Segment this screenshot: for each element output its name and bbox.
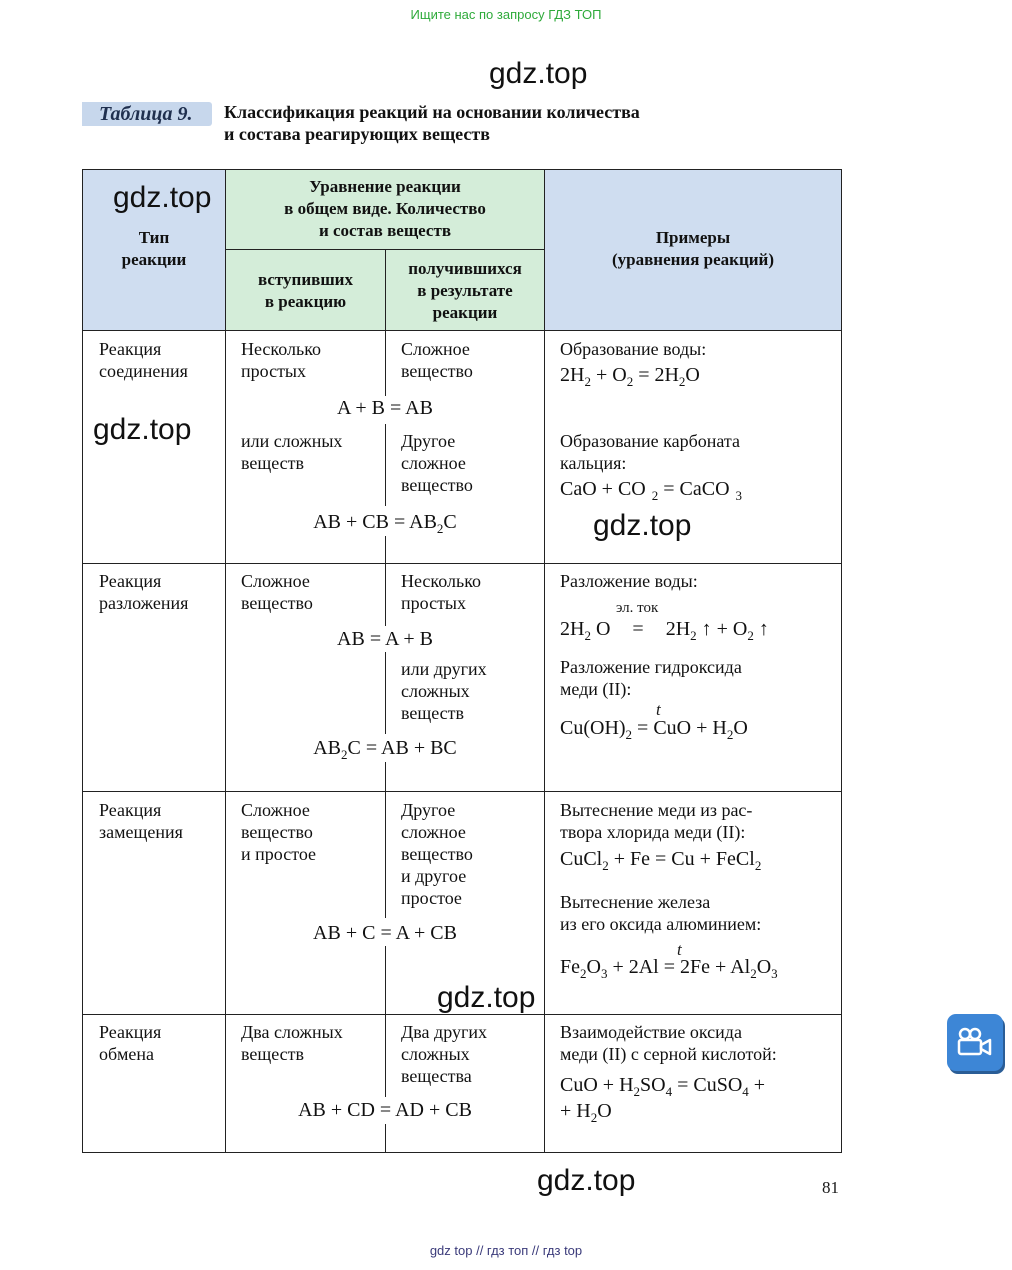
- cell-line: Разложение гидроксида: [560, 657, 742, 677]
- cell-line: вещество: [241, 822, 313, 842]
- watermark: gdz.top: [93, 413, 192, 446]
- column-divider: [385, 1124, 386, 1152]
- entered-substances: [241, 338, 321, 382]
- column-divider: [385, 331, 386, 396]
- equation-part: AB + CB = AB: [313, 511, 437, 533]
- cell-line: Два других: [401, 1022, 487, 1042]
- example-title: [560, 430, 740, 474]
- header-equation-line: и состав веществ: [318, 221, 452, 240]
- general-equation: [226, 510, 544, 534]
- cell-line: сложное: [401, 453, 466, 473]
- row-divider: [83, 330, 841, 331]
- column-divider: [385, 424, 386, 506]
- example-title: [560, 799, 752, 843]
- cell-line: Реакция: [99, 1022, 162, 1042]
- column-divider: [385, 536, 386, 563]
- cell-line: Реакция: [99, 339, 162, 359]
- cell-line: кальция:: [560, 453, 627, 473]
- header-obtained-line: получившихся: [408, 259, 522, 278]
- reaction-condition: t: [677, 940, 682, 959]
- cell-line: Сложное: [241, 571, 310, 591]
- row-divider: [83, 791, 841, 792]
- row-type-exchange: [99, 1021, 161, 1065]
- general-equation: AB + C = A + CB: [313, 922, 457, 944]
- cell-line: обмена: [99, 1044, 154, 1064]
- cell-line: Вытеснение меди из рас-: [560, 800, 753, 820]
- cell-line: Сложное: [401, 339, 470, 359]
- header-type-line: реакции: [121, 250, 187, 269]
- cell-line: сложных: [401, 1044, 470, 1064]
- video-button[interactable]: [947, 1014, 1003, 1071]
- example-title: [560, 891, 761, 935]
- header-equation: [226, 176, 544, 242]
- obtained-substances: [401, 658, 487, 724]
- row-type-combination: [99, 338, 188, 382]
- entered-substances: [241, 570, 313, 614]
- cell-line: Несколько: [241, 339, 322, 359]
- header-type: [83, 227, 225, 271]
- header-examples-line: Примеры: [655, 228, 731, 247]
- obtained-substances: [401, 799, 473, 909]
- cell-line: замещения: [99, 822, 183, 842]
- cell-line: Вытеснение железа: [560, 892, 711, 912]
- column-divider: [225, 170, 226, 1152]
- header-examples: [545, 227, 841, 271]
- example-equation: CaO + CO $_2$ = CaCO $_3$: [560, 478, 743, 503]
- cell-line: меди (II):: [560, 679, 632, 699]
- column-divider: [385, 762, 386, 791]
- cell-line: и другое: [401, 866, 467, 886]
- cell-line: Несколько: [401, 571, 482, 591]
- cell-line: вещество: [241, 593, 313, 613]
- obtained-substances: [401, 570, 481, 614]
- column-divider: [385, 946, 386, 1014]
- watermark: gdz.top: [113, 181, 212, 214]
- cell-line: Взаимодействие оксида: [560, 1022, 742, 1042]
- watermark: gdz.top: [593, 509, 692, 542]
- watermark: gdz.top: [437, 981, 536, 1014]
- row-divider: [83, 563, 841, 564]
- header-equation-line: Уравнение реакции: [309, 177, 461, 196]
- entered-substances: [241, 799, 316, 865]
- equation-subscript: 2: [341, 747, 348, 762]
- obtained-substances: [401, 338, 473, 382]
- example-equation: + $H_2O$: [560, 1100, 612, 1125]
- cell-line: Реакция: [99, 571, 162, 591]
- cell-line: веществ: [241, 453, 305, 473]
- entered-substances: [241, 1021, 343, 1065]
- cell-line: твора хлорида меди (II):: [560, 822, 746, 842]
- general-equation: [226, 736, 544, 760]
- cell-line: вещество: [401, 361, 473, 381]
- general-equation: A + B = AB: [337, 397, 433, 419]
- cell-line: вещество: [401, 475, 473, 495]
- bottom-links[interactable]: gdz top // гдз топ // гдз top: [429, 1243, 583, 1258]
- cell-line: простых: [241, 361, 307, 381]
- column-divider: [385, 792, 386, 918]
- row-type-substitution: [99, 799, 183, 843]
- header-entered: [226, 269, 385, 313]
- example-equation: CuCl$_2$ + Fe = Cu + FeCl$_2$: [560, 848, 762, 873]
- cell-line: из его оксида алюминием:: [560, 914, 762, 934]
- top-search-banner[interactable]: Ищите нас по запросу ГДЗ ТОП: [410, 7, 602, 22]
- header-obtained: [386, 258, 544, 324]
- video-camera-icon: [956, 1026, 994, 1058]
- equation-part: AB: [313, 737, 342, 759]
- cell-line: сложное: [401, 822, 466, 842]
- cell-line: Реакция: [99, 800, 162, 820]
- example-equation: $2H_2$ $O = 2H_2$ ↑ + $O_2$ ↑: [560, 618, 769, 643]
- cell-line: соединения: [99, 361, 188, 381]
- cell-line: и простое: [241, 844, 317, 864]
- equation-part: C = AB + BC: [347, 737, 457, 759]
- cell-line: Образование карбоната: [560, 431, 741, 451]
- header-type-line: Тип: [138, 228, 170, 247]
- header-examples-line: (уравнения реакций): [611, 250, 774, 269]
- reaction-condition: t: [656, 700, 661, 719]
- general-equation: AB + CD = AD + CB: [298, 1099, 472, 1121]
- cell-line: Два сложных: [241, 1022, 343, 1042]
- header-obtained-line: реакции: [432, 303, 498, 322]
- column-divider: [385, 1015, 386, 1097]
- table-title-line: Классификация реакций на основании количества: [224, 102, 640, 122]
- cell-line: или сложных: [241, 431, 343, 451]
- header-obtained-line: в результате: [417, 281, 513, 300]
- example-title: [560, 656, 742, 700]
- cell-line: веществ: [401, 703, 465, 723]
- header-equation-line: в общем виде. Количество: [284, 199, 486, 218]
- equation-subscript: 2: [436, 521, 444, 536]
- column-divider: [544, 170, 545, 1152]
- example-title: Разложение воды:: [560, 571, 698, 591]
- page-number: 81: [822, 1178, 839, 1197]
- example-title: Образование воды:: [560, 339, 707, 359]
- cell-line: веществ: [241, 1044, 305, 1064]
- cell-line: разложения: [99, 593, 189, 613]
- cell-line: простых: [401, 593, 467, 613]
- example-equation: $Cu(OH)_2$ = CuO + $H_2O$: [560, 717, 748, 742]
- cell-line: Сложное: [241, 800, 310, 820]
- cell-line: Другое: [401, 800, 456, 820]
- watermark: gdz.top: [489, 57, 588, 90]
- header-entered-line: в реакцию: [264, 292, 347, 311]
- reaction-condition: эл. ток: [616, 600, 659, 616]
- table-label: Таблица 9.: [82, 102, 212, 126]
- table-title: [224, 101, 640, 145]
- table-title-line: и состава реагирующих веществ: [224, 124, 490, 144]
- entered-substances: [241, 430, 342, 474]
- row-type-decomposition: [99, 570, 188, 614]
- example-title: [560, 1021, 777, 1065]
- cell-line: или других: [401, 659, 487, 679]
- obtained-substances: [401, 1021, 487, 1087]
- equation-part: C: [443, 511, 457, 533]
- column-divider: [385, 564, 386, 626]
- watermark: gdz.top: [537, 1164, 636, 1197]
- cell-line: вещества: [401, 1066, 472, 1086]
- general-equation: AB = A + B: [337, 628, 433, 650]
- example-equation: CuO + $H_2SO_4$ = CuSO$_4$ +: [560, 1074, 766, 1099]
- obtained-substances: [401, 430, 473, 496]
- column-divider: [385, 652, 386, 734]
- example-equation: $Fe_2O_3 + 2Al = 2Fe + Al_2O_3$: [560, 956, 778, 981]
- cell-line: сложных: [401, 681, 470, 701]
- cell-line: меди (II) с серной кислотой:: [560, 1044, 777, 1064]
- row-divider: [226, 249, 544, 250]
- cell-line: Другое: [401, 431, 456, 451]
- header-entered-line: вступивших: [258, 270, 353, 289]
- example-equation: $2H_2 + O_2 = 2H_2O$: [560, 364, 700, 389]
- cell-line: простое: [401, 888, 462, 908]
- cell-line: вещество: [401, 844, 473, 864]
